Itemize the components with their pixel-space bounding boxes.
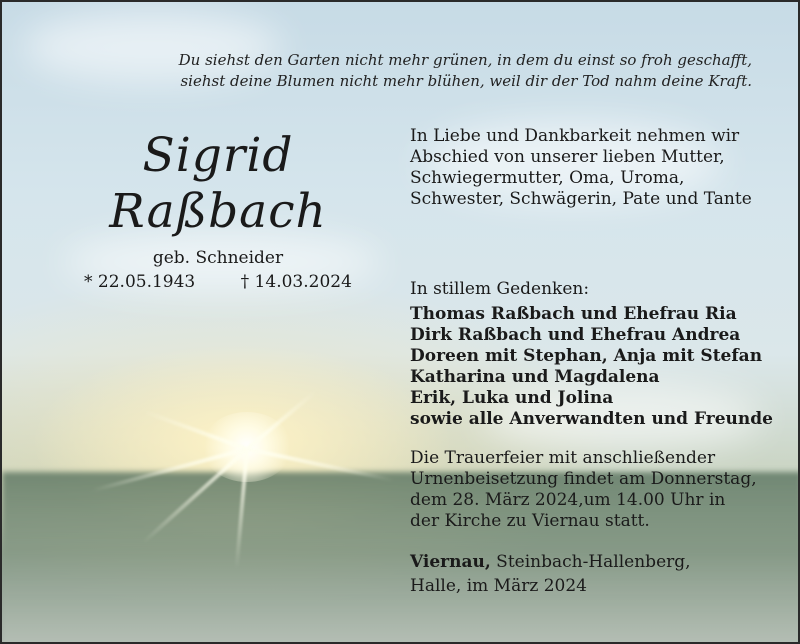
mourner-line: Doreen mit Stephan, Anja mit Stefan bbox=[410, 346, 763, 366]
birth-date: * 22.05.1943 bbox=[84, 272, 196, 292]
mourner-line: Katharina und Magdalena bbox=[410, 367, 660, 387]
poem-line: siehst deine Blumen nicht mehr blühen, weil dir der Tod nahm deine Kraft. bbox=[180, 72, 752, 90]
last-name: Raßbach bbox=[109, 184, 327, 239]
life-dates bbox=[84, 272, 374, 292]
poem bbox=[152, 50, 752, 92]
ceremony-line: Urnenbeisetzung findet am Donnerstag, bbox=[410, 469, 757, 489]
mourner-line: Erik, Luka und Jolina bbox=[410, 388, 614, 408]
ceremony-line: dem 28. März 2024,um 14.00 Uhr in bbox=[410, 490, 726, 510]
intro-line: Schwester, Schwägerin, Pate und Tante bbox=[410, 189, 752, 209]
maiden-name: geb. Schneider bbox=[152, 248, 284, 268]
mourners-heading: In stillem Gedenken: bbox=[410, 279, 590, 299]
death-date: † 14.03.2024 bbox=[240, 272, 352, 292]
ceremony-line: Die Trauerfeier mit anschließender bbox=[410, 448, 716, 468]
mourners-list bbox=[410, 304, 790, 430]
mourner-line: Thomas Raßbach und Ehefrau Ria bbox=[410, 304, 737, 324]
place-line: Halle, im März 2024 bbox=[410, 576, 587, 596]
ceremony-line: der Kirche zu Viernau statt. bbox=[410, 511, 650, 531]
mourner-line: sowie alle Anverwandten und Freunde bbox=[410, 409, 773, 429]
first-name: Sigrid bbox=[142, 128, 294, 183]
poem-line: Du siehst den Garten nicht mehr grünen, in dem du einst so froh geschafft, bbox=[178, 51, 752, 69]
place-towns: Steinbach-Hallenberg, bbox=[490, 552, 691, 572]
intro-text bbox=[410, 126, 790, 210]
intro-line: Abschied von unserer lieben Mutter, bbox=[410, 147, 725, 167]
intro-line: Schwiegermutter, Oma, Uroma, bbox=[410, 168, 685, 188]
intro-line: In Liebe und Dankbarkeit nehmen wir bbox=[410, 126, 740, 146]
mourner-line: Dirk Raßbach und Ehefrau Andrea bbox=[410, 325, 741, 345]
place-date bbox=[410, 550, 790, 598]
place-city: Viernau, bbox=[410, 552, 491, 572]
ceremony-text bbox=[410, 448, 790, 532]
